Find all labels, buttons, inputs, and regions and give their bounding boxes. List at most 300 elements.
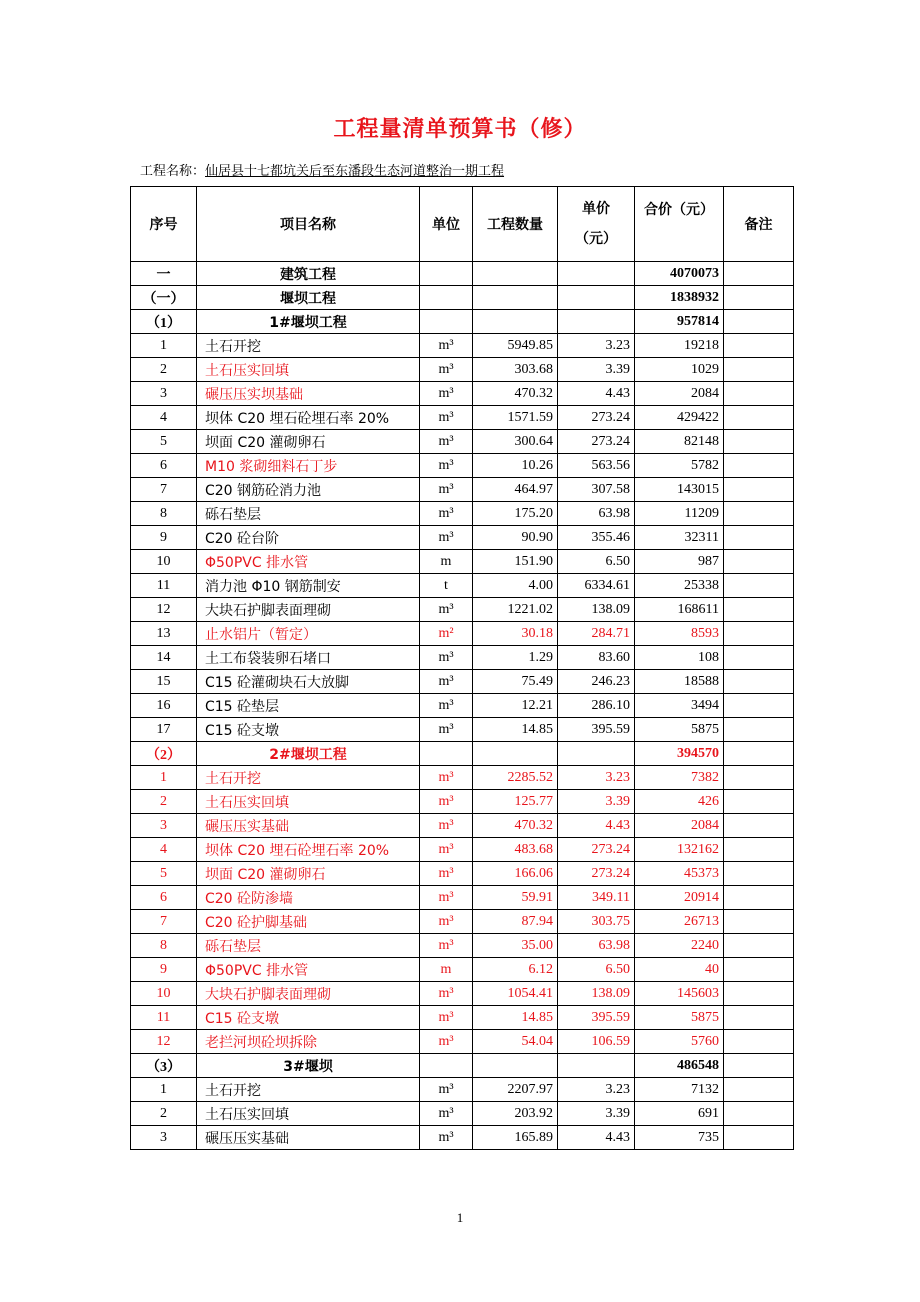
row-total: 1029 xyxy=(635,358,724,382)
row-no: 一 xyxy=(131,262,197,286)
row-note xyxy=(724,430,794,454)
row-quantity: 470.32 xyxy=(473,814,558,838)
table-row xyxy=(131,550,794,574)
table-row xyxy=(131,430,794,454)
row-no: 11 xyxy=(131,574,197,598)
row-unit: m³ xyxy=(420,646,473,670)
row-unit-price: 63.98 xyxy=(558,934,635,958)
row-note xyxy=(724,478,794,502)
row-quantity: 203.92 xyxy=(473,1102,558,1126)
row-quantity: 10.26 xyxy=(473,454,558,478)
row-no: 14 xyxy=(131,646,197,670)
table-row xyxy=(131,1054,794,1078)
row-no: 4 xyxy=(131,838,197,862)
table-row xyxy=(131,910,794,934)
table-row xyxy=(131,838,794,862)
project-line xyxy=(140,160,504,179)
row-item-name: 土石压实回填 xyxy=(197,790,420,814)
row-total: 5782 xyxy=(635,454,724,478)
row-no: 5 xyxy=(131,430,197,454)
project-label: 工程名称： xyxy=(140,164,206,179)
row-quantity: 1221.02 xyxy=(473,598,558,622)
row-note xyxy=(724,598,794,622)
row-quantity: 90.90 xyxy=(473,526,558,550)
row-quantity xyxy=(473,286,558,310)
row-no: 2 xyxy=(131,358,197,382)
header-note: 备注 xyxy=(724,187,794,262)
row-note xyxy=(724,358,794,382)
row-unit-price: 4.43 xyxy=(558,1126,635,1150)
row-quantity: 165.89 xyxy=(473,1126,558,1150)
table-row xyxy=(131,526,794,550)
row-item-name: 大块石护脚表面理砌 xyxy=(197,982,420,1006)
row-no: 12 xyxy=(131,1030,197,1054)
row-unit-price xyxy=(558,1054,635,1078)
header-unit-price-line2: （元） xyxy=(575,231,617,247)
row-item-name: 止水铝片（暂定） xyxy=(197,622,420,646)
row-unit: m³ xyxy=(420,886,473,910)
table-row xyxy=(131,766,794,790)
row-quantity: 464.97 xyxy=(473,478,558,502)
row-item-name: 土石压实回填 xyxy=(197,1102,420,1126)
row-unit: m³ xyxy=(420,598,473,622)
row-no: 5 xyxy=(131,862,197,886)
row-note xyxy=(724,1126,794,1150)
row-quantity: 1054.41 xyxy=(473,982,558,1006)
table-row xyxy=(131,1006,794,1030)
row-no: 6 xyxy=(131,454,197,478)
row-total: 394570 xyxy=(635,742,724,766)
row-no: （2） xyxy=(131,742,197,766)
row-total: 426 xyxy=(635,790,724,814)
row-note xyxy=(724,766,794,790)
row-no: 8 xyxy=(131,934,197,958)
row-unit: m³ xyxy=(420,766,473,790)
table-row xyxy=(131,814,794,838)
row-no: 7 xyxy=(131,478,197,502)
row-no: 3 xyxy=(131,814,197,838)
row-total: 4070073 xyxy=(635,262,724,286)
row-unit-price: 395.59 xyxy=(558,1006,635,1030)
row-quantity: 1571.59 xyxy=(473,406,558,430)
table-row xyxy=(131,406,794,430)
row-unit: m³ xyxy=(420,382,473,406)
row-quantity: 2207.97 xyxy=(473,1078,558,1102)
row-unit: m³ xyxy=(420,502,473,526)
row-no: 11 xyxy=(131,1006,197,1030)
table-row xyxy=(131,1030,794,1054)
row-total: 735 xyxy=(635,1126,724,1150)
row-unit-price xyxy=(558,742,635,766)
row-item-name: 土工布袋装卵石堵口 xyxy=(197,646,420,670)
row-unit-price: 303.75 xyxy=(558,910,635,934)
row-note xyxy=(724,310,794,334)
row-unit-price: 273.24 xyxy=(558,838,635,862)
row-item-name: 碾压压实基础 xyxy=(197,814,420,838)
row-item-name: 坝体 C20 埋石砼埋石率 20% xyxy=(197,406,420,430)
row-quantity: 59.91 xyxy=(473,886,558,910)
row-item-name: C20 钢筋砼消力池 xyxy=(197,478,420,502)
row-note xyxy=(724,862,794,886)
table-header-row xyxy=(131,187,794,262)
row-unit: m³ xyxy=(420,430,473,454)
row-unit-price: 307.58 xyxy=(558,478,635,502)
row-item-name: C20 砼台阶 xyxy=(197,526,420,550)
table-row xyxy=(131,670,794,694)
row-no: 2 xyxy=(131,790,197,814)
table-row xyxy=(131,622,794,646)
row-total: 1838932 xyxy=(635,286,724,310)
row-unit: m³ xyxy=(420,694,473,718)
table-row xyxy=(131,934,794,958)
header-qty: 工程数量 xyxy=(473,187,558,262)
table-row xyxy=(131,478,794,502)
row-unit-price: 3.23 xyxy=(558,334,635,358)
row-item-name: 土石压实回填 xyxy=(197,358,420,382)
row-note xyxy=(724,286,794,310)
row-note xyxy=(724,838,794,862)
row-total: 5760 xyxy=(635,1030,724,1054)
row-no: 1 xyxy=(131,334,197,358)
row-total: 143015 xyxy=(635,478,724,502)
row-quantity xyxy=(473,1054,558,1078)
row-item-name: Φ50PVC 排水管 xyxy=(197,958,420,982)
table-row xyxy=(131,886,794,910)
row-no: 13 xyxy=(131,622,197,646)
row-item-name: 砾石垫层 xyxy=(197,502,420,526)
row-unit: m³ xyxy=(420,478,473,502)
row-unit-price: 6.50 xyxy=(558,550,635,574)
row-unit: m³ xyxy=(420,718,473,742)
row-unit: m xyxy=(420,958,473,982)
row-note xyxy=(724,1030,794,1054)
row-note xyxy=(724,454,794,478)
row-item-name: 老拦河坝砼坝拆除 xyxy=(197,1030,420,1054)
row-total: 2084 xyxy=(635,814,724,838)
table-row xyxy=(131,718,794,742)
row-total: 145603 xyxy=(635,982,724,1006)
row-unit-price: 3.39 xyxy=(558,358,635,382)
row-quantity: 125.77 xyxy=(473,790,558,814)
row-quantity: 151.90 xyxy=(473,550,558,574)
row-unit-price xyxy=(558,262,635,286)
row-quantity: 5949.85 xyxy=(473,334,558,358)
table-row xyxy=(131,286,794,310)
row-note xyxy=(724,1078,794,1102)
row-no: 6 xyxy=(131,886,197,910)
row-unit xyxy=(420,1054,473,1078)
row-total: 8593 xyxy=(635,622,724,646)
row-unit-price: 106.59 xyxy=(558,1030,635,1054)
row-unit-price: 3.23 xyxy=(558,1078,635,1102)
table-row xyxy=(131,310,794,334)
row-quantity: 1.29 xyxy=(473,646,558,670)
row-unit-price: 138.09 xyxy=(558,598,635,622)
row-total: 3494 xyxy=(635,694,724,718)
row-total: 20914 xyxy=(635,886,724,910)
row-note xyxy=(724,646,794,670)
row-unit-price: 6.50 xyxy=(558,958,635,982)
table-row xyxy=(131,646,794,670)
row-unit: m³ xyxy=(420,838,473,862)
row-no: （1） xyxy=(131,310,197,334)
table-row xyxy=(131,982,794,1006)
row-note xyxy=(724,622,794,646)
row-quantity: 6.12 xyxy=(473,958,558,982)
row-unit xyxy=(420,286,473,310)
row-quantity xyxy=(473,310,558,334)
row-unit: t xyxy=(420,574,473,598)
row-item-name: 1#堰坝工程 xyxy=(197,310,420,334)
row-no: 3 xyxy=(131,1126,197,1150)
row-unit-price: 6334.61 xyxy=(558,574,635,598)
row-no: 9 xyxy=(131,958,197,982)
row-note xyxy=(724,550,794,574)
row-item-name: 土石开挖 xyxy=(197,1078,420,1102)
row-note xyxy=(724,382,794,406)
row-item-name: 建筑工程 xyxy=(197,262,420,286)
row-unit xyxy=(420,310,473,334)
document-title: 工程量清单预算书（修） xyxy=(333,117,587,142)
row-item-name: 2#堰坝工程 xyxy=(197,742,420,766)
table-row xyxy=(131,358,794,382)
row-total: 26713 xyxy=(635,910,724,934)
row-quantity: 2285.52 xyxy=(473,766,558,790)
row-note xyxy=(724,910,794,934)
row-unit-price: 273.24 xyxy=(558,430,635,454)
row-unit-price: 273.24 xyxy=(558,862,635,886)
row-item-name: 3#堰坝 xyxy=(197,1054,420,1078)
row-unit: m³ xyxy=(420,862,473,886)
row-note xyxy=(724,982,794,1006)
row-total: 18588 xyxy=(635,670,724,694)
row-total: 987 xyxy=(635,550,724,574)
row-total: 691 xyxy=(635,1102,724,1126)
row-unit-price: 3.39 xyxy=(558,790,635,814)
table-row xyxy=(131,1078,794,1102)
row-note xyxy=(724,742,794,766)
row-total: 19218 xyxy=(635,334,724,358)
table-row xyxy=(131,694,794,718)
row-quantity xyxy=(473,742,558,766)
row-note xyxy=(724,334,794,358)
table-row xyxy=(131,958,794,982)
row-unit-price: 246.23 xyxy=(558,670,635,694)
row-unit: m³ xyxy=(420,1030,473,1054)
row-note xyxy=(724,790,794,814)
row-total: 11209 xyxy=(635,502,724,526)
row-unit-price: 284.71 xyxy=(558,622,635,646)
row-unit: m³ xyxy=(420,1006,473,1030)
row-item-name: C15 砼支墩 xyxy=(197,718,420,742)
row-item-name: 消力池 Φ10 钢筋制安 xyxy=(197,574,420,598)
row-total: 7132 xyxy=(635,1078,724,1102)
header-name: 项目名称 xyxy=(197,187,420,262)
bill-of-quantities-table xyxy=(130,186,794,1150)
row-unit-price: 563.56 xyxy=(558,454,635,478)
row-quantity: 4.00 xyxy=(473,574,558,598)
row-total: 7382 xyxy=(635,766,724,790)
row-unit: m³ xyxy=(420,814,473,838)
row-unit-price: 4.43 xyxy=(558,814,635,838)
row-quantity: 483.68 xyxy=(473,838,558,862)
row-note xyxy=(724,694,794,718)
row-no: 2 xyxy=(131,1102,197,1126)
row-quantity: 87.94 xyxy=(473,910,558,934)
row-item-name: C15 砼支墩 xyxy=(197,1006,420,1030)
row-item-name: C15 砼垫层 xyxy=(197,694,420,718)
row-unit: m³ xyxy=(420,1078,473,1102)
row-unit: m³ xyxy=(420,358,473,382)
row-no: 3 xyxy=(131,382,197,406)
row-item-name: Φ50PVC 排水管 xyxy=(197,550,420,574)
header-total: 合价（元） xyxy=(635,187,724,262)
table-row xyxy=(131,862,794,886)
row-note xyxy=(724,526,794,550)
table-body xyxy=(131,262,794,1150)
row-quantity: 54.04 xyxy=(473,1030,558,1054)
row-no: 17 xyxy=(131,718,197,742)
row-total: 82148 xyxy=(635,430,724,454)
row-unit-price: 286.10 xyxy=(558,694,635,718)
row-quantity: 303.68 xyxy=(473,358,558,382)
row-unit: m³ xyxy=(420,526,473,550)
row-quantity xyxy=(473,262,558,286)
header-unit-price xyxy=(558,187,635,262)
row-item-name: 坝面 C20 灌砌卵石 xyxy=(197,862,420,886)
row-unit-price: 395.59 xyxy=(558,718,635,742)
table-row xyxy=(131,574,794,598)
header-unit: 单位 xyxy=(420,187,473,262)
row-quantity: 175.20 xyxy=(473,502,558,526)
header-no: 序号 xyxy=(131,187,197,262)
row-note xyxy=(724,886,794,910)
row-note xyxy=(724,1102,794,1126)
row-item-name: M10 浆砌细料石丁步 xyxy=(197,454,420,478)
row-total: 2084 xyxy=(635,382,724,406)
row-quantity: 300.64 xyxy=(473,430,558,454)
row-note xyxy=(724,1006,794,1030)
row-total: 40 xyxy=(635,958,724,982)
row-note xyxy=(724,502,794,526)
row-item-name: 碾压压实基础 xyxy=(197,1126,420,1150)
row-item-name: C20 砼护脚基础 xyxy=(197,910,420,934)
row-item-name: 碾压压实坝基础 xyxy=(197,382,420,406)
row-unit xyxy=(420,742,473,766)
row-unit-price: 273.24 xyxy=(558,406,635,430)
row-total: 45373 xyxy=(635,862,724,886)
row-no: 10 xyxy=(131,982,197,1006)
row-note xyxy=(724,958,794,982)
row-no: 12 xyxy=(131,598,197,622)
table-row xyxy=(131,502,794,526)
row-item-name: C20 砼防渗墙 xyxy=(197,886,420,910)
row-total: 132162 xyxy=(635,838,724,862)
row-no: 16 xyxy=(131,694,197,718)
row-unit-price xyxy=(558,310,635,334)
row-no: 4 xyxy=(131,406,197,430)
row-total: 957814 xyxy=(635,310,724,334)
row-quantity: 166.06 xyxy=(473,862,558,886)
row-item-name: 坝体 C20 埋石砼埋石率 20% xyxy=(197,838,420,862)
row-total: 429422 xyxy=(635,406,724,430)
row-unit: m³ xyxy=(420,454,473,478)
row-unit: m³ xyxy=(420,334,473,358)
row-unit: m³ xyxy=(420,790,473,814)
row-quantity: 30.18 xyxy=(473,622,558,646)
row-unit: m³ xyxy=(420,934,473,958)
row-note xyxy=(724,718,794,742)
row-item-name: 堰坝工程 xyxy=(197,286,420,310)
row-item-name: 土石开挖 xyxy=(197,766,420,790)
row-note xyxy=(724,670,794,694)
row-unit xyxy=(420,262,473,286)
row-unit-price: 3.23 xyxy=(558,766,635,790)
row-total: 32311 xyxy=(635,526,724,550)
row-total: 486548 xyxy=(635,1054,724,1078)
row-total: 108 xyxy=(635,646,724,670)
row-no: 8 xyxy=(131,502,197,526)
row-unit-price: 355.46 xyxy=(558,526,635,550)
row-item-name: 土石开挖 xyxy=(197,334,420,358)
row-quantity: 14.85 xyxy=(473,1006,558,1030)
row-unit-price: 138.09 xyxy=(558,982,635,1006)
row-note xyxy=(724,1054,794,1078)
row-unit: m³ xyxy=(420,406,473,430)
row-no: 1 xyxy=(131,1078,197,1102)
row-unit-price: 3.39 xyxy=(558,1102,635,1126)
table-row xyxy=(131,790,794,814)
row-item-name: 砾石垫层 xyxy=(197,934,420,958)
row-unit: m³ xyxy=(420,982,473,1006)
row-note xyxy=(724,262,794,286)
row-unit: m³ xyxy=(420,1126,473,1150)
row-unit: m³ xyxy=(420,910,473,934)
row-unit-price: 4.43 xyxy=(558,382,635,406)
row-no: 15 xyxy=(131,670,197,694)
table-row xyxy=(131,262,794,286)
row-unit-price: 83.60 xyxy=(558,646,635,670)
row-no: 1 xyxy=(131,766,197,790)
row-total: 5875 xyxy=(635,718,724,742)
table-row xyxy=(131,334,794,358)
project-name: 仙居县十七都坑关后至东潘段生态河道整治一期工程 xyxy=(205,164,505,179)
row-no: 10 xyxy=(131,550,197,574)
row-unit: m³ xyxy=(420,670,473,694)
row-note xyxy=(724,574,794,598)
row-no: （一） xyxy=(131,286,197,310)
row-quantity: 470.32 xyxy=(473,382,558,406)
row-unit-price: 63.98 xyxy=(558,502,635,526)
row-item-name: 大块石护脚表面理砌 xyxy=(197,598,420,622)
row-unit-price: 349.11 xyxy=(558,886,635,910)
row-no: （3） xyxy=(131,1054,197,1078)
row-quantity: 12.21 xyxy=(473,694,558,718)
row-note xyxy=(724,406,794,430)
row-no: 9 xyxy=(131,526,197,550)
row-quantity: 14.85 xyxy=(473,718,558,742)
table-row xyxy=(131,1102,794,1126)
row-item-name: C15 砼灌砌块石大放脚 xyxy=(197,670,420,694)
row-item-name: 坝面 C20 灌砌卵石 xyxy=(197,430,420,454)
row-unit-price xyxy=(558,286,635,310)
row-no: 7 xyxy=(131,910,197,934)
table-row xyxy=(131,1126,794,1150)
table-row xyxy=(131,382,794,406)
row-total: 5875 xyxy=(635,1006,724,1030)
page-number: 1 xyxy=(456,1210,464,1225)
row-quantity: 35.00 xyxy=(473,934,558,958)
